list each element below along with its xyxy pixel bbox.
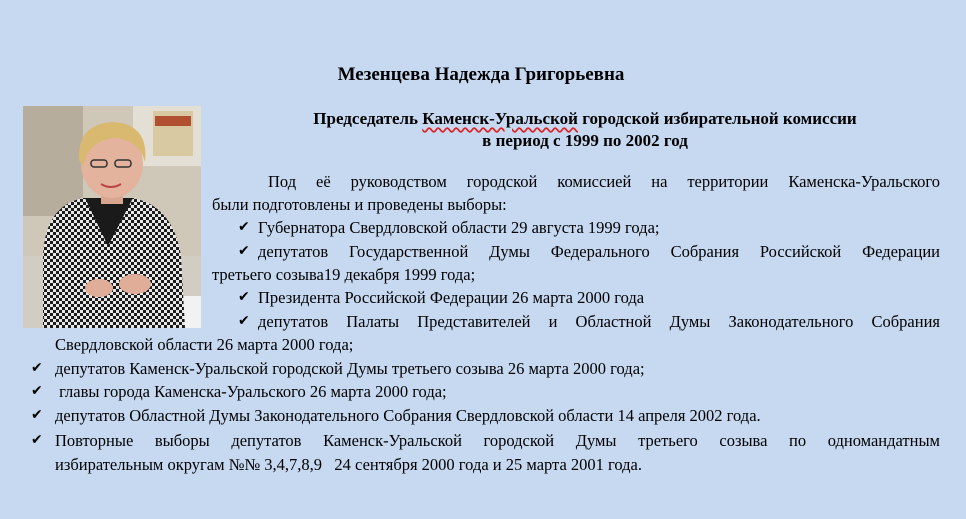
list-item-continuation: избирательным округам №№ 3,4,7,8,9 24 сентября 2000 года и 25 марта 2001 года. [55,455,643,474]
check-mark-icon: ✔ [238,219,250,235]
period-text: в период с 1999 по 2002 год [482,131,688,150]
intro-line: Под её руководством городской комиссией на территории Каменска-Уральского [268,172,940,191]
check-mark-icon: ✔ [31,383,43,399]
intro-line: были подготовлены и проведены выборы: [212,195,507,214]
check-mark-icon: ✔ [238,313,250,329]
check-mark-icon: ✔ [31,407,43,423]
list-item: Президента Российской Федерации 26 марта 2000 года [258,288,645,307]
portrait-illustration [23,106,201,328]
person-name: Мезенцева Надежда Григорьевна [337,64,625,85]
position-title: Председатель Каменск-Уральской городской избирательной комиссии в период с 1999 по 2002 год [230,108,940,152]
list-item: Повторные выборы депутатов Каменск-Уральской городской Думы третьего созыва по одномандатным [55,431,940,450]
list-item: главы города Каменска-Уральского 26 марта 2000 года; [55,382,447,401]
list-item-continuation: третьего созыва19 декабря 1999 года; [212,265,476,284]
list-item: депутатов Палаты Представителей и Областной Думы Законодательного Собрания [258,312,940,331]
check-mark-icon: ✔ [238,243,250,259]
list-item: депутатов Государственной Думы Федерального Собрания Российской Федерации [258,242,940,261]
list-item: депутатов Областной Думы Законодательного Собрания Свердловской области 14 апреля 2002 года. [55,406,761,425]
list-item: депутатов Каменск-Уральской городской Думы третьего созыва 26 марта 2000 года; [55,359,645,378]
portrait-photo [23,106,201,328]
check-mark-icon: ✔ [238,289,250,305]
list-item-continuation: Свердловской области 26 марта 2000 года; [55,335,354,354]
list-item: Губернатора Свердловской области 29 августа 1999 года; [258,218,660,237]
check-mark-icon: ✔ [31,432,43,448]
spellcheck-underlined-word: Каменск-Уральской [422,109,578,128]
check-mark-icon: ✔ [31,360,43,376]
